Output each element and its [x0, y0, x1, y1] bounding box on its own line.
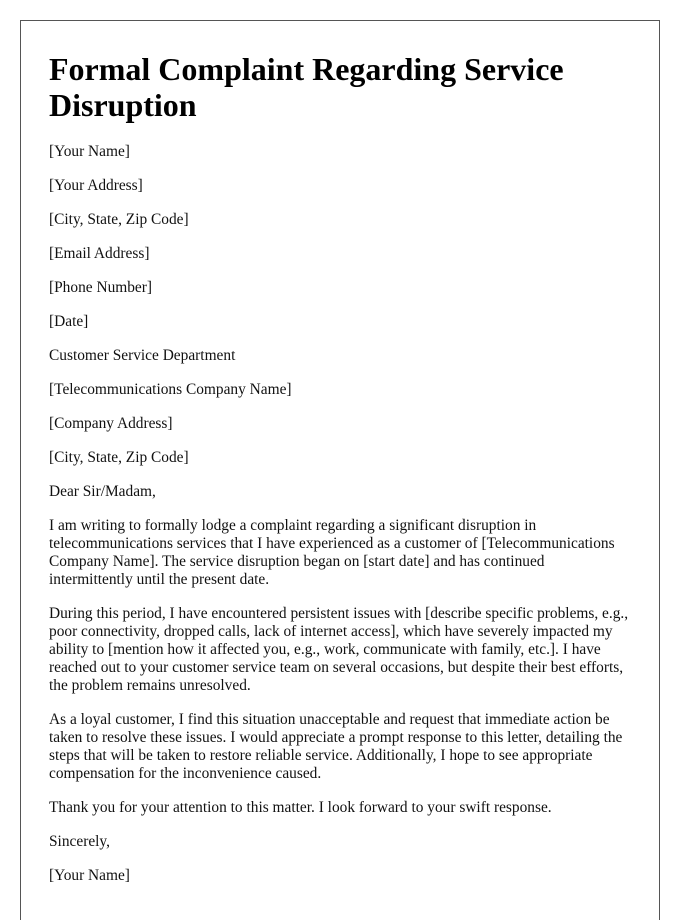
sender-block	[49, 143, 631, 331]
signature: [Your Name]	[49, 867, 130, 884]
sender-name: [Your Name]	[49, 143, 130, 160]
greeting: Dear Sir/Madam,	[49, 483, 156, 500]
sender-email: [Email Address]	[49, 245, 150, 262]
letter-page	[20, 20, 660, 920]
recipient-block	[49, 347, 631, 467]
body-paragraph-3: As a loyal customer, I find this situation unacceptable and request that immediate action be taken to resolve these issues. I would appreciate a prompt response to this letter, detailing the steps that will be taken to restore reliable service. Additionally, I hope to see appropriate compensation for the inconvenience caused.	[49, 711, 623, 782]
sender-phone: [Phone Number]	[49, 279, 153, 296]
recipient-city-state-zip: [City, State, Zip Code]	[49, 449, 189, 466]
body-paragraph-2: During this period, I have encountered persistent issues with [describe specific problems, e.g., poor connectivity, dropped calls, lack of internet access], which have severely impacted my ability to [mention how it affected you, e.g., work, communicate with family, etc.]. I have reached out to your customer service team on several occasions, but despite their best efforts, the problem remains unresolved.	[49, 605, 629, 694]
letter-body	[49, 517, 631, 817]
recipient-address: [Company Address]	[49, 415, 173, 432]
sender-address: [Your Address]	[49, 177, 143, 194]
body-paragraph-4: Thank you for your attention to this matter. I look forward to your swift response.	[49, 799, 552, 816]
body-paragraph-1: I am writing to formally lodge a complaint regarding a significant disruption in telecommunications services that I have experienced as a customer of [Telecommunications Company Name]. The service disruption began on [start date] and has continued intermittently until the present date.	[49, 517, 615, 588]
recipient-company: [Telecommunications Company Name]	[49, 381, 292, 398]
closing: Sincerely,	[49, 833, 110, 850]
letter-title: Formal Complaint Regarding Service Disruption	[49, 51, 564, 123]
recipient-department: Customer Service Department	[49, 347, 236, 364]
letter-date: [Date]	[49, 313, 89, 330]
sender-city-state-zip: [City, State, Zip Code]	[49, 211, 189, 228]
